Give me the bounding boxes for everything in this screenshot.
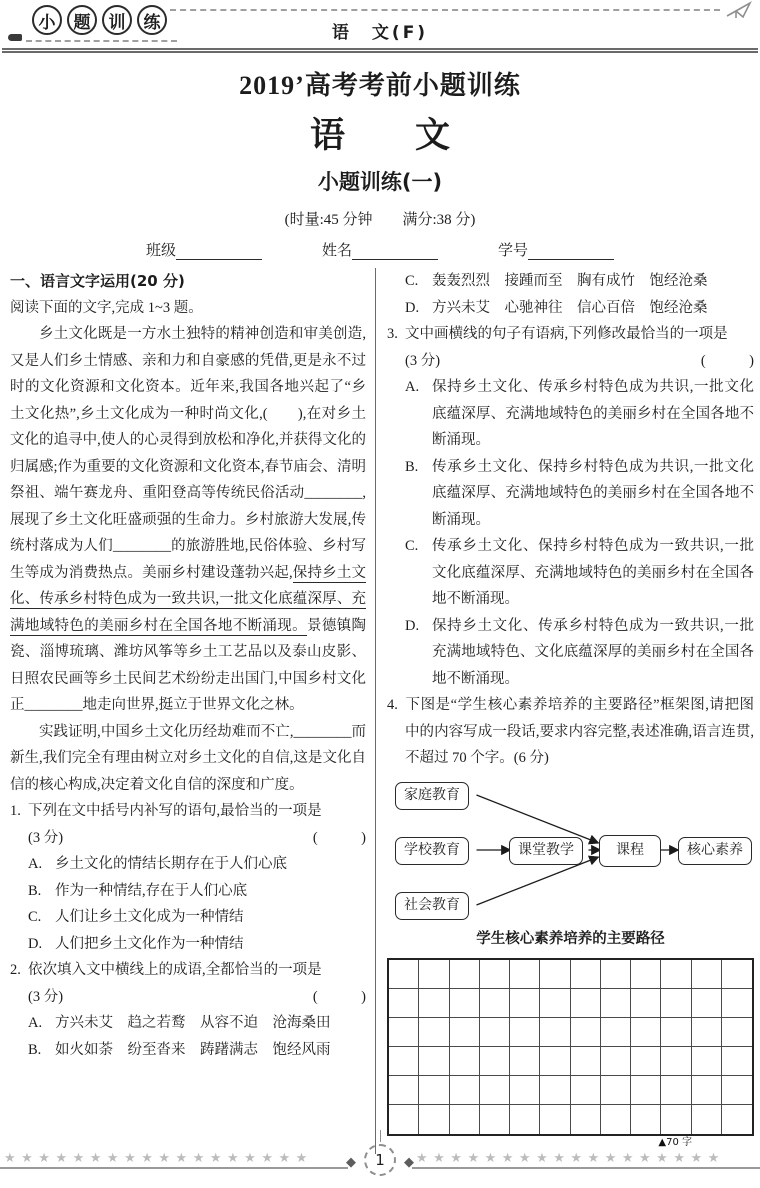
question-number: 1.	[10, 803, 21, 819]
paper-plane-icon	[724, 0, 754, 27]
reading-passage	[10, 321, 366, 798]
grid-cell[interactable]	[540, 1018, 570, 1047]
logo-char-circle: 练	[137, 5, 167, 35]
grid-cell[interactable]	[450, 960, 480, 989]
question-stem	[387, 692, 754, 772]
logo-char-circle: 题	[67, 5, 97, 35]
right-column	[376, 268, 754, 1154]
diamond-icon: ◆	[404, 1154, 414, 1170]
grid-cell[interactable]	[480, 1047, 510, 1076]
option-text: 方兴未艾 心驰神往 信心百倍 饱经沧桑	[432, 299, 708, 316]
grid-cell[interactable]	[722, 1105, 752, 1133]
section-heading: 一、语言文字运用(20 分)	[10, 272, 185, 290]
grid-cell[interactable]	[450, 1076, 480, 1105]
grid-cell[interactable]	[571, 1047, 601, 1076]
grid-cell[interactable]	[631, 1105, 661, 1133]
question-stem	[387, 321, 754, 348]
left-column	[10, 268, 376, 1154]
name-field	[322, 239, 438, 260]
logo-char-circle: 训	[102, 5, 132, 35]
question-4	[387, 692, 754, 772]
grid-cell[interactable]	[389, 960, 419, 989]
option-label: C.	[405, 273, 419, 289]
grid-cell[interactable]	[419, 1105, 449, 1133]
option-row-c	[10, 904, 366, 931]
footer-rule-left	[0, 1145, 348, 1169]
grid-cell[interactable]	[692, 989, 722, 1018]
passage-paragraph-2: 实践证明,中国乡土文化历经劫难而不亡,________而新生,我们完全有理由树立对乡土文化的自信,这是文化自信的核心构成,决定着文化自信的深度和广度。	[10, 723, 366, 793]
option-row-b	[10, 878, 366, 905]
score-line	[387, 348, 754, 375]
grid-cell[interactable]	[389, 1047, 419, 1076]
grid-cell[interactable]	[480, 989, 510, 1018]
name-label: 姓名	[321, 243, 352, 259]
score-label: (3 分)	[405, 352, 441, 369]
option-label: A.	[28, 1015, 43, 1031]
grid-cell[interactable]	[692, 1076, 722, 1105]
grid-cell[interactable]	[480, 1018, 510, 1047]
grid-cell[interactable]	[692, 1047, 722, 1076]
time-score-meta: (时量:45 分钟 满分:38 分)	[284, 212, 476, 228]
class-label: 班级	[145, 243, 176, 259]
option-label: B.	[28, 882, 42, 899]
grid-cell[interactable]	[631, 1018, 661, 1047]
grid-cell[interactable]	[540, 1047, 570, 1076]
reading-instruction: 阅读下面的文字,完成 1~3 题。	[10, 299, 203, 316]
grid-cell[interactable]	[661, 1105, 691, 1133]
option-label: C.	[405, 538, 419, 554]
grid-cell[interactable]	[601, 960, 631, 989]
student-id-input-blank[interactable]	[528, 243, 614, 260]
option-text: 轰轰烈烈 接踵而至 胸有成竹 饱经沧桑	[432, 273, 708, 289]
grid-cell[interactable]	[692, 1105, 722, 1133]
score-label: (3 分)	[28, 988, 64, 1005]
page-footer	[0, 1138, 760, 1176]
answer-bracket[interactable]: ( )	[312, 829, 366, 846]
option-label: B.	[405, 458, 419, 475]
option-text: 传承乡土文化、保持乡村特色成为共识,一批文化底蕴深厚、充满地域特色的美丽乡村在全国各地不断涌现。	[432, 458, 754, 528]
passage-text: 景德镇陶瓷、淄博琉璃、潍坊风筝等乡土工艺品以及泰山皮影、日照农民画等乡土民间艺术纷纷走出国门,中国乡村文化正________地走向世界,挺立于世界文化之林。	[10, 617, 367, 713]
grid-cell[interactable]	[601, 1076, 631, 1105]
passage-text: 乡土文化既是一方水土独特的精神创造和审美创造,又是人们乡土情感、亲和力和自豪感的凭借,更是永不过时的文化资源和文化资本。近年来,我国各地兴起了“乡土文化热”,乡土文化成为一种时尚文化,( ),在对乡土文化的追寻中,使人的心灵得到放松和净化,并获得文化的归属感;作为重要的文化资源和文化资本,春节庙会、清明祭祖、端午赛龙舟、重阳登高等传统民俗活动________,展现了乡土文化旺盛顽强的生命力。乡村旅游大发展,传统村落成为人们________的旅游胜地,民俗体验、乡村写生等成为消费热点。美丽乡村建设蓬勃兴起,	[10, 326, 366, 581]
score-line	[10, 984, 366, 1011]
diagram-box-school-education: 学校教育	[395, 837, 469, 865]
grid-cell[interactable]	[631, 989, 661, 1018]
word-limit-marker: ▲70 字	[658, 1136, 692, 1148]
option-label: C.	[28, 909, 42, 925]
student-id-label: 学号	[498, 243, 529, 259]
grid-cell[interactable]	[480, 1076, 510, 1105]
diagram-caption: 学生核心素养培养的主要路径	[476, 930, 665, 947]
grid-cell[interactable]	[571, 960, 601, 989]
grid-cell[interactable]	[571, 989, 601, 1018]
option-text: 方兴未艾 趋之若鹜 从容不迫 沧海桑田	[55, 1015, 331, 1031]
grid-cell[interactable]	[389, 1076, 419, 1105]
option-row-c	[387, 533, 754, 613]
grid-cell[interactable]	[510, 1047, 540, 1076]
grid-cell[interactable]	[419, 960, 449, 989]
option-row-d	[387, 613, 754, 693]
set-title: 小题训练(一)	[317, 170, 443, 194]
grid-cell[interactable]	[510, 1076, 540, 1105]
page-header	[0, 0, 760, 48]
grid-cell[interactable]	[692, 960, 722, 989]
option-row-d	[10, 931, 366, 958]
grid-cell[interactable]	[510, 989, 540, 1018]
grid-cell[interactable]	[450, 1018, 480, 1047]
question-1	[10, 798, 366, 957]
logo-char-circle: 小	[32, 5, 62, 35]
option-row-a	[10, 851, 366, 878]
grid-cell[interactable]	[722, 1076, 752, 1105]
diagram-box-curriculum: 课程	[599, 835, 661, 867]
option-label: A.	[405, 379, 420, 395]
grid-cell[interactable]	[450, 989, 480, 1018]
option-label: D.	[405, 617, 420, 634]
grid-cell[interactable]	[722, 1018, 752, 1047]
option-label: A.	[28, 856, 43, 872]
class-field	[146, 239, 262, 260]
grid-cell[interactable]	[571, 1076, 601, 1105]
score-label: (3 分)	[28, 829, 64, 846]
answer-grid	[387, 958, 754, 1136]
question-2	[10, 957, 366, 1063]
option-row-c	[387, 268, 754, 295]
grid-cell[interactable]	[661, 960, 691, 989]
question-text: 下列在文中括号内补写的语句,最恰当的一项是	[28, 803, 322, 819]
footer-rule-right	[412, 1145, 760, 1169]
passage-paragraph-1	[10, 321, 366, 719]
option-row-d	[387, 295, 754, 322]
grid-cell[interactable]	[389, 1105, 419, 1133]
diagram-box-classroom-teaching: 课堂教学	[509, 837, 583, 865]
option-text: 传承乡土文化、保持乡村特色成为一致共识,一批文化底蕴深厚、充满地域特色的美丽乡村在全国各地不断涌现。	[432, 538, 754, 607]
question-text: 文中画横线的句子有语病,下列修改最恰当的一项是	[405, 326, 728, 342]
option-row-b	[387, 454, 754, 534]
diagram-box-family-education: 家庭教育	[395, 782, 469, 810]
option-text: 人们把乡土文化作为一种情结	[55, 935, 244, 952]
option-text: 保持乡土文化、传承乡村特色成为共识,一批文化底蕴深厚、充满地域特色的美丽乡村在全国各地不断涌现。	[432, 379, 754, 448]
answer-bracket[interactable]: ( )	[312, 988, 366, 1005]
option-label: D.	[28, 935, 43, 952]
option-text: 乡土文化的情结长期存在于人们心底	[55, 856, 287, 872]
name-input-blank[interactable]	[352, 243, 438, 260]
subject-title: 语 文	[309, 116, 450, 155]
grid-cell[interactable]	[419, 1018, 449, 1047]
answer-bracket[interactable]: ( )	[700, 352, 754, 369]
grid-cell[interactable]	[601, 1018, 631, 1047]
option-text: 保持乡土文化、传承乡村特色成为一致共识,一批充满地域特色、文化底蕴深厚的美丽乡村在全国各地不断涌现。	[432, 617, 754, 687]
grid-cell[interactable]	[631, 1047, 661, 1076]
grid-cell[interactable]	[540, 960, 570, 989]
grid-cell[interactable]	[510, 1105, 540, 1133]
grid-cell[interactable]	[661, 1076, 691, 1105]
pathway-flow-diagram	[387, 776, 754, 926]
grid-cell[interactable]	[419, 1047, 449, 1076]
page-number-badge: 1	[364, 1144, 396, 1176]
header-divider	[2, 48, 758, 53]
grid-cell[interactable]	[661, 1047, 691, 1076]
grid-cell[interactable]	[692, 1018, 722, 1047]
grid-cell[interactable]	[510, 1018, 540, 1047]
question-text: 下图是“学生核心素养培养的主要路径”框架图,请把图中的内容写成一段话,要求内容完整,表述准确,语言连贯,不超过 70 个字。(6 分)	[405, 697, 754, 766]
grid-cell[interactable]	[722, 989, 752, 1018]
grid-cell[interactable]	[661, 1018, 691, 1047]
question-stem	[10, 957, 366, 984]
option-text: 作为一种情结,存在于人们心底	[55, 882, 248, 899]
diamond-icon: ◆	[346, 1154, 356, 1170]
grid-cell[interactable]	[601, 1105, 631, 1133]
grid-cell[interactable]	[661, 989, 691, 1018]
option-text: 如火如荼 纷至沓来 踌躇满志 饱经风雨	[55, 1041, 331, 1058]
grid-cell[interactable]	[419, 989, 449, 1018]
option-row-a	[10, 1010, 366, 1037]
grid-cell[interactable]	[510, 960, 540, 989]
grid-cell[interactable]	[601, 989, 631, 1018]
grid-cell[interactable]	[540, 989, 570, 1018]
star-row: ★★★★★★★★★★★★★★★★★★	[4, 1151, 313, 1166]
grid-cell[interactable]	[631, 960, 661, 989]
grid-cell[interactable]	[722, 960, 752, 989]
score-line	[10, 825, 366, 852]
question-3	[387, 321, 754, 692]
header-subject-label: 语 文(F)	[331, 23, 429, 43]
grid-cell[interactable]	[450, 1047, 480, 1076]
grid-cell[interactable]	[540, 1076, 570, 1105]
question-stem	[10, 798, 366, 825]
option-text: 人们让乡土文化成为一种情结	[55, 909, 244, 925]
student-info-row	[0, 239, 760, 260]
grid-cell[interactable]	[480, 1105, 510, 1133]
grid-cell[interactable]	[722, 1047, 752, 1076]
class-input-blank[interactable]	[176, 243, 262, 260]
grid-cell[interactable]	[419, 1076, 449, 1105]
diagram-box-core-competency: 核心素养	[678, 837, 752, 865]
question-number: 4.	[387, 697, 398, 713]
grid-cell[interactable]	[389, 1018, 419, 1047]
grid-cell[interactable]	[571, 1018, 601, 1047]
option-row-a	[387, 374, 754, 454]
student-id-field	[498, 239, 614, 260]
grid-cell[interactable]	[631, 1076, 661, 1105]
grid-cell[interactable]	[480, 960, 510, 989]
dashed-rule	[170, 9, 720, 11]
question-2-continued	[387, 268, 754, 321]
grid-cell[interactable]	[540, 1105, 570, 1133]
content-columns	[10, 268, 754, 1154]
question-number: 3.	[387, 326, 398, 342]
grid-cell[interactable]	[450, 1105, 480, 1133]
diagram-box-society-education: 社会教育	[395, 892, 469, 920]
option-label: D.	[405, 299, 420, 316]
grid-cell[interactable]	[601, 1047, 631, 1076]
question-text: 依次填入文中横线上的成语,全都恰当的一项是	[28, 962, 322, 978]
grid-cell[interactable]	[571, 1105, 601, 1133]
question-number: 2.	[10, 962, 21, 978]
option-row-b	[10, 1037, 366, 1064]
star-row: ★★★★★★★★★★★★★★★★★★	[416, 1151, 725, 1166]
option-label: B.	[28, 1041, 42, 1058]
underlined-sentence: 保持乡土文化、传承乡村特色成为一致共识,一批文化底蕴深厚、充满地域特色的美丽乡村在全国各地不断涌现。	[10, 564, 367, 634]
paper-title: 2019’高考考前小题训练	[239, 71, 521, 100]
grid-cell[interactable]	[389, 989, 419, 1018]
